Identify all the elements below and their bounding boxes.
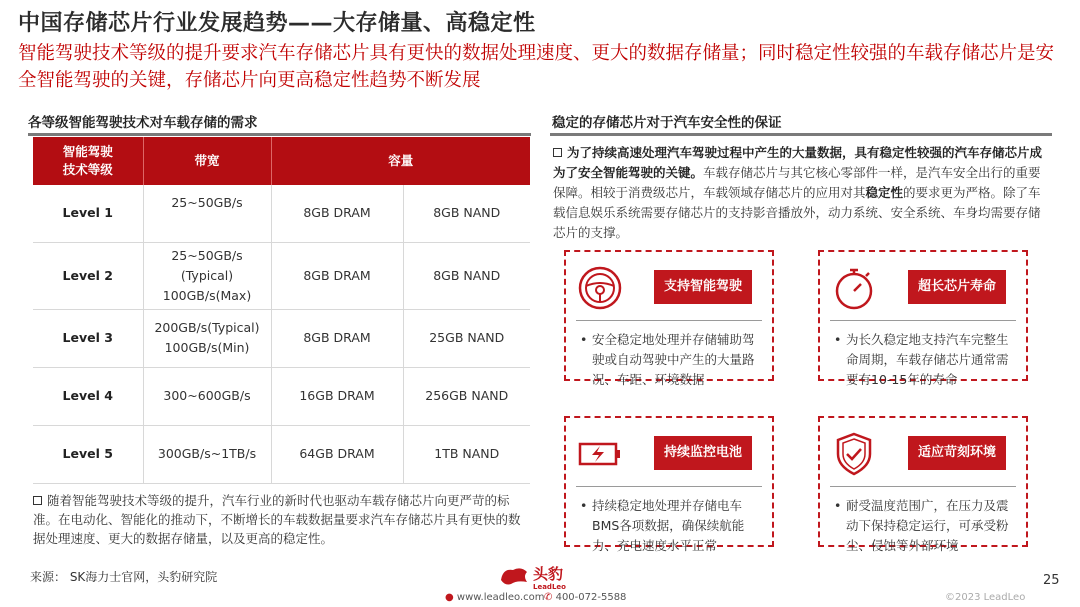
cell-bandwidth: 200GB/s(Typical) 100GB/s(Min) bbox=[143, 309, 271, 367]
copyright: ©2023 LeadLeo bbox=[945, 592, 1026, 603]
cell-dram: 8GB DRAM bbox=[271, 309, 403, 367]
right-note-bold-2: 稳定性 bbox=[865, 185, 904, 200]
cell-nand: 8GB NAND bbox=[403, 242, 530, 309]
cell-level: Level 1 bbox=[33, 185, 143, 242]
card-label: 适应苛刻环境 bbox=[908, 436, 1006, 470]
right-note-text-1: 车载存储芯片与其它核心零部件一样，是汽车安全出行的重要保障。相较于消费级芯片，车载领域存储芯片的应用对其 bbox=[553, 165, 1041, 200]
cell-bandwidth: 300GB/s~1TB/s bbox=[143, 425, 271, 483]
card-text-content: 持续稳定地处理并存储电车BMS各项数据，确保续航能力、充电速度水平正常 bbox=[592, 498, 745, 553]
logo-text bbox=[533, 563, 566, 591]
cell-bandwidth: 300~600GB/s bbox=[143, 367, 271, 425]
table-row bbox=[33, 242, 530, 309]
requirements-table bbox=[33, 137, 530, 484]
card-text-content: 安全稳定地处理并存储辅助驾驶或自动驾驶中产生的大量路况、车距、环境数据 bbox=[592, 332, 755, 387]
cell-dram: 64GB DRAM bbox=[271, 425, 403, 483]
cell-bandwidth: 25~50GB/s (Typical) 100GB/s(Max) bbox=[143, 242, 271, 309]
right-section-title: 稳定的存储芯片对于汽车安全性的保证 bbox=[552, 115, 782, 131]
right-note-bold: 为了持续高速处理汽车驾驶过程中产生的大量数据，具有稳定性较强的汽车存储芯片成为了安全智能驾驶的关键。 bbox=[553, 145, 1043, 180]
left-section-title: 各等级智能驾驶技术对车载存储的需求 bbox=[28, 115, 258, 131]
bullet-icon: • bbox=[834, 332, 842, 347]
phone-icon: ✆ bbox=[544, 592, 553, 603]
steering-wheel-icon bbox=[576, 264, 624, 312]
page-title: 中国存储芯片行业发展趋势——大存储量、高稳定性 bbox=[18, 11, 536, 36]
bullet-icon: • bbox=[580, 498, 588, 513]
card-divider bbox=[830, 486, 1016, 487]
cell-dram: 8GB DRAM bbox=[271, 242, 403, 309]
right-note bbox=[553, 143, 1049, 243]
card-divider bbox=[576, 320, 762, 321]
left-section-rule bbox=[28, 133, 531, 136]
header-capacity: 容量 bbox=[271, 137, 530, 185]
phone-number bbox=[544, 592, 626, 603]
card-divider bbox=[830, 320, 1016, 321]
card-divider bbox=[576, 486, 762, 487]
card-text bbox=[834, 496, 1012, 556]
cell-level: Level 3 bbox=[33, 309, 143, 367]
page-subtitle: 智能驾驶技术等级的提升要求汽车存储芯片具有更快的数据处理速度、更大的数据存储量；同时稳定性较强的车载存储芯片是安全智能驾驶的关键，存储芯片向更高稳定性趋势不断发展 bbox=[18, 43, 1055, 91]
card-label: 支持智能驾驶 bbox=[654, 270, 752, 304]
cell-nand: 8GB NAND bbox=[403, 185, 530, 242]
table-row bbox=[33, 309, 530, 367]
right-note-text-2: 的要求更为严格。除了车载信息娱乐系统需要存储芯片的支持影音播放外，动力系统、安全系统、车身均需要存储芯片的支撑。 bbox=[553, 185, 1041, 240]
cell-bandwidth: 25~50GB/s bbox=[143, 185, 271, 242]
logo-sub: LeadLeo bbox=[533, 583, 566, 591]
card-text bbox=[580, 330, 758, 390]
table-header-row bbox=[33, 137, 530, 185]
cell-level: Level 2 bbox=[33, 242, 143, 309]
bullet-icon: • bbox=[580, 332, 588, 347]
battery-charging-icon bbox=[576, 430, 624, 478]
shield-check-icon bbox=[830, 430, 878, 478]
source-note: 来源： SK海力士官网，头豹研究院 bbox=[30, 570, 218, 584]
left-note bbox=[33, 491, 531, 548]
header-level-text: 智能驾驶 技术等级 bbox=[62, 144, 113, 177]
card-text-content: 耐受温度范围广，在压力及震动下保持稳定运行，可承受粉尘、侵蚀等外部环境 bbox=[846, 498, 1009, 553]
phone-text: 400-072-5588 bbox=[555, 592, 627, 603]
table-row bbox=[33, 425, 530, 483]
website-text: www.leadleo.com bbox=[456, 592, 545, 603]
header-bandwidth: 带宽 bbox=[143, 137, 271, 185]
card-text bbox=[834, 330, 1012, 390]
header-level bbox=[33, 137, 143, 185]
cell-nand: 1TB NAND bbox=[403, 425, 530, 483]
web-icon: ● bbox=[445, 592, 454, 603]
website-link[interactable] bbox=[445, 592, 545, 603]
table-row bbox=[33, 185, 530, 242]
table-row bbox=[33, 367, 530, 425]
right-section-rule bbox=[550, 133, 1052, 136]
cell-nand: 256GB NAND bbox=[403, 367, 530, 425]
left-note-text: 随着智能驾驶技术等级的提升，汽车行业的新时代也驱动车载存储芯片向更严苛的标准。在电动化、智能化的推动下，不断增长的车载数据量要求汽车存储芯片具有更快的数据处理速度、更大的数据存储量，以及更高的稳定性。 bbox=[33, 493, 521, 546]
stopwatch-icon bbox=[830, 264, 878, 312]
cell-dram: 8GB DRAM bbox=[271, 185, 403, 242]
card-harsh-environment bbox=[818, 416, 1028, 553]
card-battery-monitoring bbox=[564, 416, 774, 553]
cell-level: Level 5 bbox=[33, 425, 143, 483]
card-smart-driving bbox=[564, 250, 774, 387]
card-label: 持续监控电池 bbox=[654, 436, 752, 470]
checkbox-bullet-icon bbox=[553, 148, 562, 157]
cell-level: Level 4 bbox=[33, 367, 143, 425]
card-label: 超长芯片寿命 bbox=[908, 270, 1006, 304]
bullet-icon: • bbox=[834, 498, 842, 513]
cell-dram: 16GB DRAM bbox=[271, 367, 403, 425]
checkbox-bullet-icon bbox=[33, 496, 42, 505]
cell-nand: 25GB NAND bbox=[403, 309, 530, 367]
card-chip-lifespan bbox=[818, 250, 1028, 387]
card-text-content: 为长久稳定地支持汽车完整生命周期，车载存储芯片通常需要有10-15年的寿命 bbox=[846, 332, 1009, 387]
card-text bbox=[580, 496, 758, 556]
logo-name: 头豹 bbox=[533, 565, 564, 583]
page-number: 25 bbox=[1043, 573, 1060, 588]
